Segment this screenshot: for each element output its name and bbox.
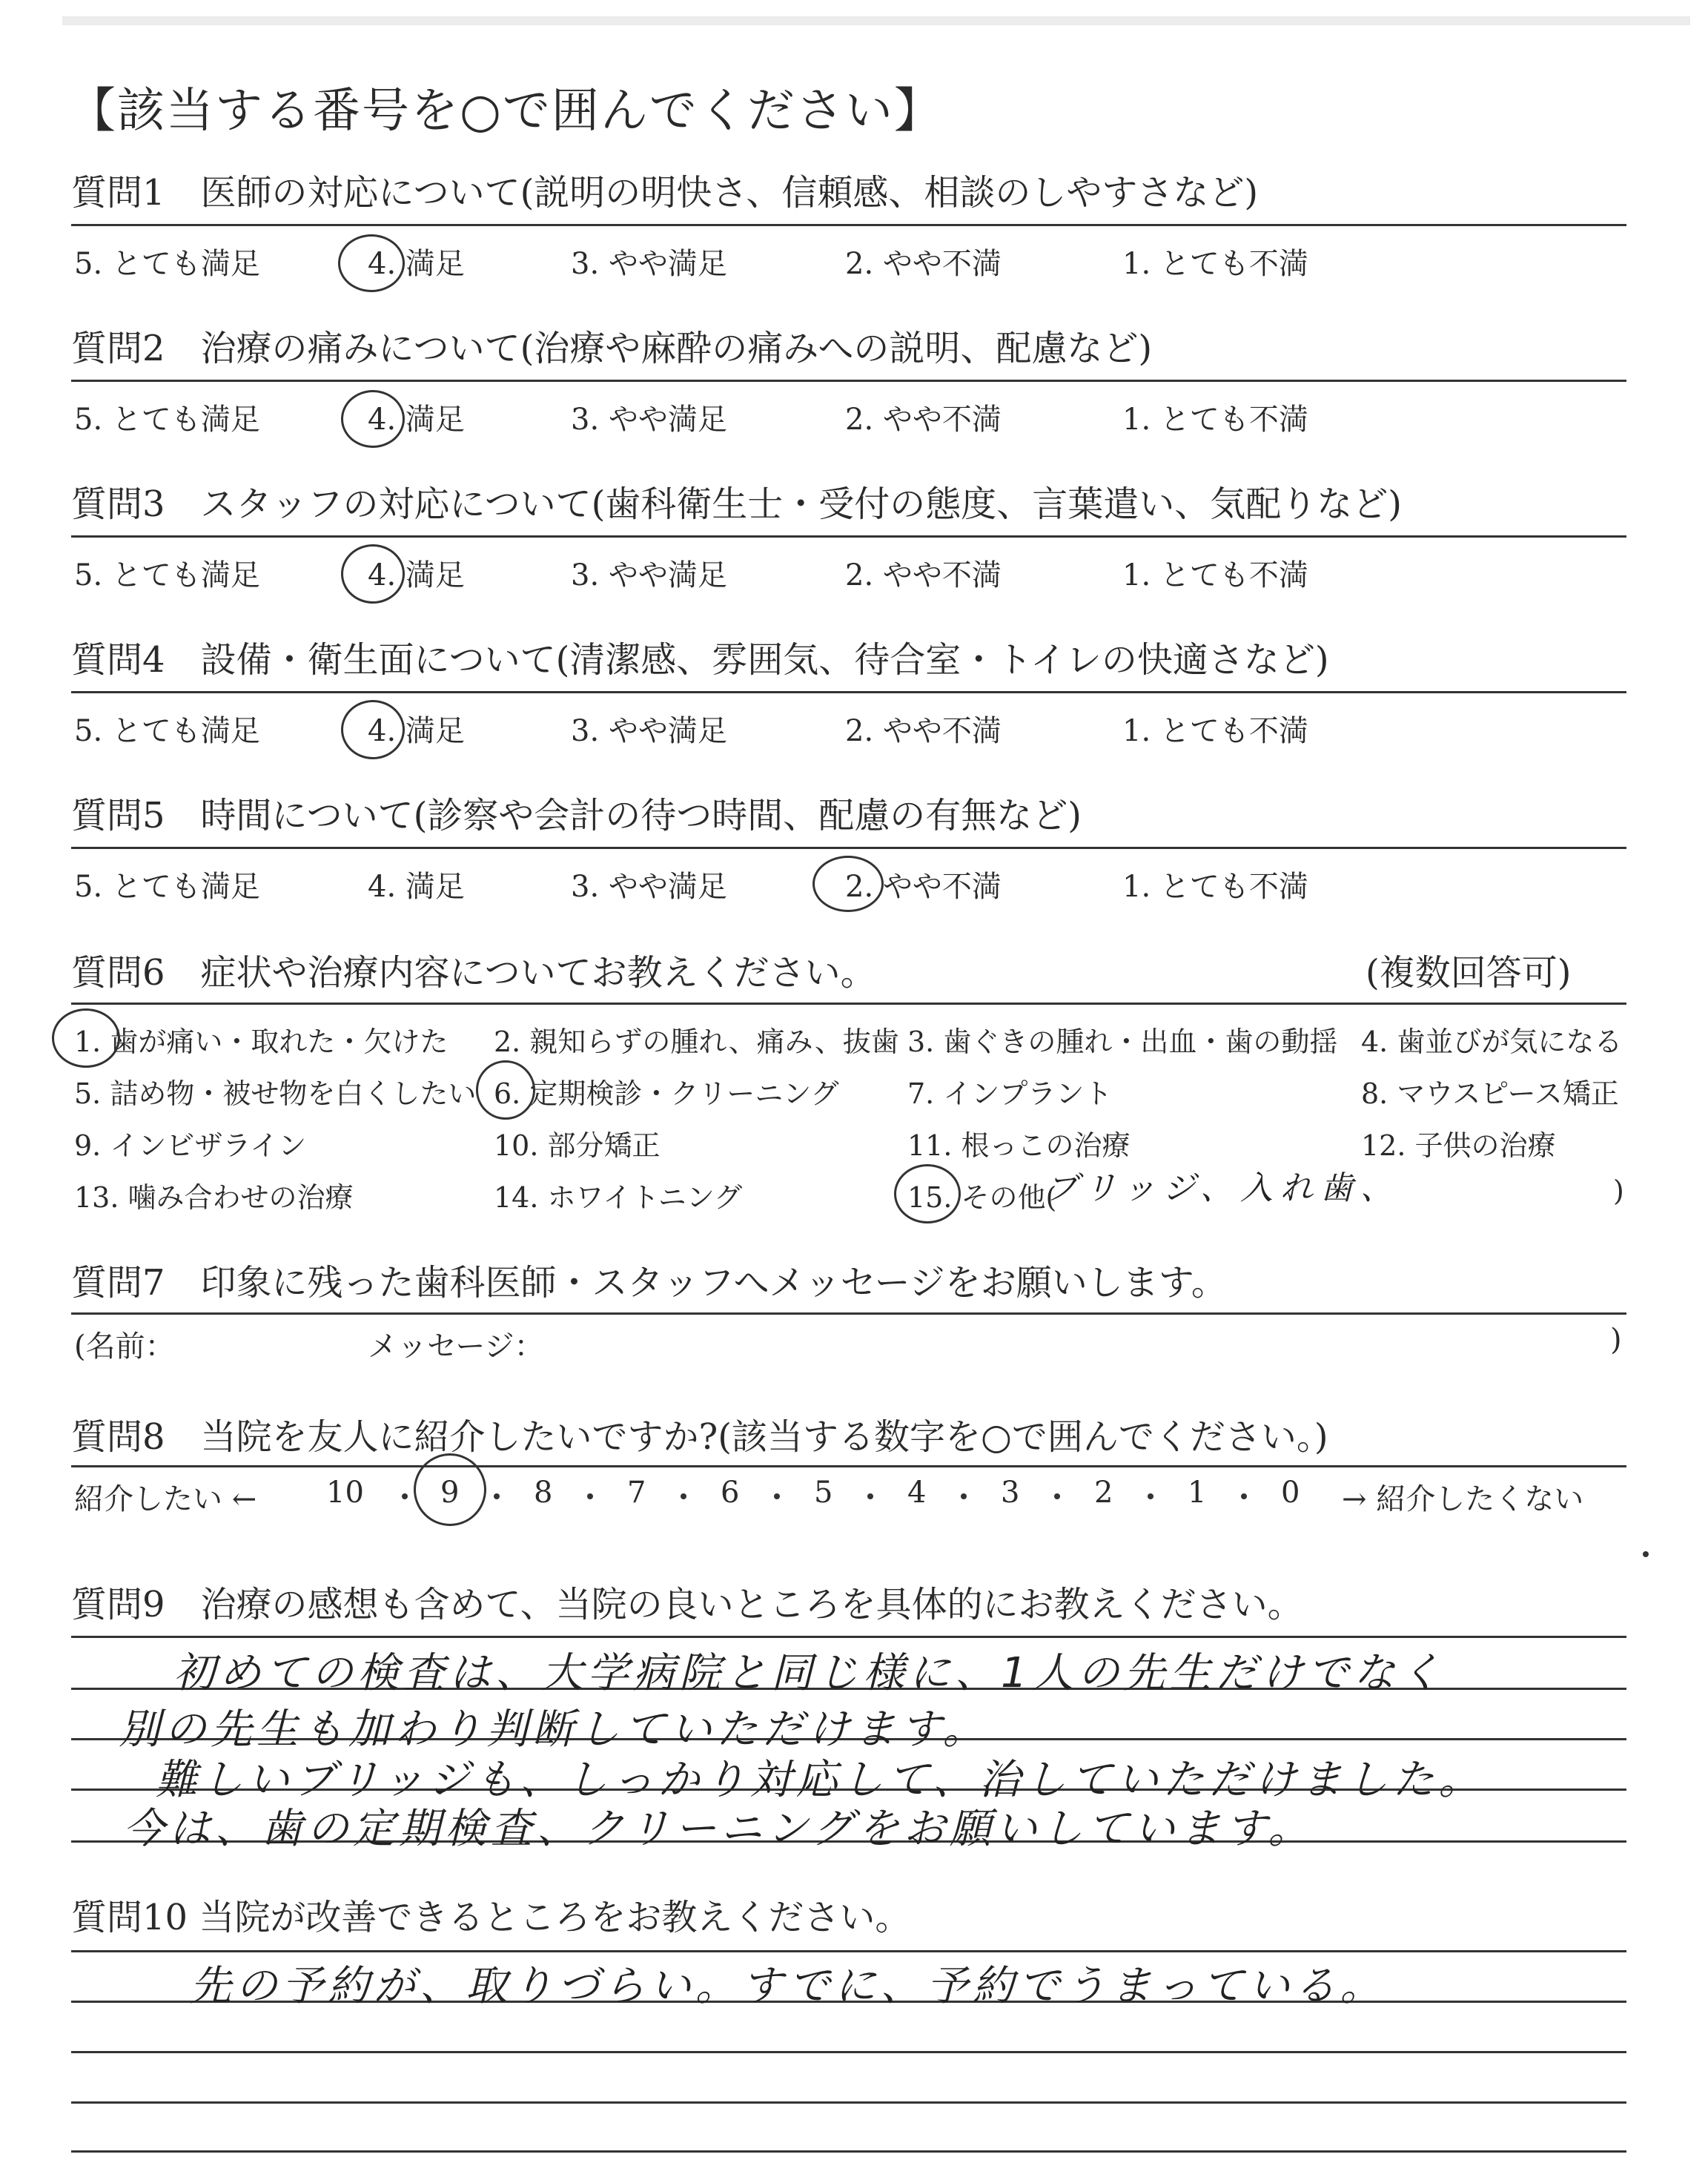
symptom-10[interactable]: 10. 部分矯正 — [494, 1129, 661, 1162]
question-title: 質問5 時間について(診察や会計の待つ時間、配慮の有無など) — [71, 795, 1082, 836]
question-7 — [71, 1262, 1628, 1304]
rating-options-2 — [71, 396, 1628, 440]
separator-dot — [774, 1493, 780, 1499]
left-label: 紹介したい ← — [74, 1482, 257, 1516]
separator-dot — [1241, 1493, 1247, 1499]
option-5[interactable]: 5. とても満足 — [74, 714, 260, 748]
symptom-5[interactable]: 5. 詰め物・被せ物を白くしたい — [74, 1077, 477, 1110]
divider — [71, 1003, 1626, 1005]
symptom-6[interactable]: 6. 定期検診・クリーニング — [494, 1077, 839, 1110]
selection-circle — [338, 234, 405, 292]
scale-0[interactable]: 0 — [1281, 1476, 1300, 1510]
separator-dot — [402, 1493, 408, 1499]
symptom-7[interactable]: 7. インプラント — [907, 1077, 1113, 1110]
multiple-answers-note: (複数回答可) — [1366, 952, 1572, 994]
option-5[interactable]: 5. とても満足 — [74, 870, 260, 904]
divider — [71, 380, 1626, 382]
scale-2[interactable]: 2 — [1094, 1476, 1113, 1510]
separator-dot — [681, 1493, 686, 1499]
question-3 — [71, 483, 1628, 525]
symptom-3[interactable]: 3. 歯ぐきの腫れ・出血・歯の動揺 — [907, 1025, 1338, 1058]
divider — [71, 1465, 1626, 1467]
option-5[interactable]: 5. とても満足 — [74, 247, 260, 281]
divider — [71, 691, 1626, 693]
option-2[interactable]: 2. やや不満 — [845, 247, 1002, 281]
selection-circle — [894, 1164, 961, 1223]
handwritten-answer-line: 今は、歯の定期検査、クリーニングをお願いしています。 — [123, 1805, 1314, 1853]
option-3[interactable]: 3. やや満足 — [571, 870, 727, 904]
symptom-8[interactable]: 8. マウスピース矯正 — [1361, 1077, 1619, 1110]
selection-circle — [414, 1453, 486, 1526]
separator-dot — [867, 1493, 873, 1499]
scale-8[interactable]: 8 — [534, 1476, 553, 1510]
option-2[interactable]: 2. やや不満 — [845, 870, 1002, 904]
symptom-14[interactable]: 14. ホワイトニング — [494, 1181, 743, 1214]
option-5[interactable]: 5. とても満足 — [74, 558, 260, 592]
option-2[interactable]: 2. やや不満 — [845, 558, 1002, 592]
separator-dot — [1148, 1493, 1153, 1499]
rating-options-5 — [71, 863, 1628, 908]
question-8 — [71, 1416, 1628, 1458]
separator-dot — [1054, 1493, 1060, 1499]
option-1[interactable]: 1. とても不満 — [1122, 714, 1308, 748]
handwritten-answer-line: 初めての検査は、大学病院と同じ様に、1人の先生だけでなく — [173, 1649, 1446, 1697]
question-10 — [71, 1897, 1628, 1938]
divider — [71, 847, 1626, 849]
symptom-9[interactable]: 9. インビザライン — [74, 1129, 307, 1162]
question-title: 質問9 治療の感想も含めて、当院の良いところを具体的にお教えください。 — [71, 1584, 1303, 1625]
symptom-2[interactable]: 2. 親知らずの腫れ、痛み、抜歯 — [494, 1025, 899, 1058]
divider — [71, 224, 1626, 226]
other-close-paren: ) — [1613, 1175, 1624, 1207]
symptom-13[interactable]: 13. 噛み合わせの治療 — [74, 1181, 354, 1214]
rating-options-3 — [71, 552, 1628, 596]
question-5 — [71, 795, 1628, 836]
name-label: (名前： — [74, 1330, 175, 1364]
question-title: 質問6 症状や治療内容についてお教えください。 — [71, 952, 876, 994]
separator-dot — [494, 1493, 500, 1499]
scale-4[interactable]: 4 — [907, 1476, 927, 1510]
selection-circle — [341, 700, 405, 759]
answer-line — [71, 2101, 1626, 2104]
answer-line — [71, 2150, 1626, 2153]
rating-options-4 — [71, 707, 1628, 752]
divider — [71, 1312, 1626, 1315]
question-title: 質問3 スタッフの対応について(歯科衛生士・受付の態度、言葉遣い、気配りなど) — [71, 483, 1403, 525]
answer-line — [71, 1636, 1626, 1638]
scale-5[interactable]: 5 — [814, 1476, 833, 1510]
question-4 — [71, 639, 1628, 681]
option-4[interactable]: 4. 満足 — [368, 870, 465, 904]
scale-7[interactable]: 7 — [627, 1476, 646, 1510]
scan-speck — [1643, 1551, 1649, 1557]
other-handwritten-answer: ブリッジ、入れ歯、 — [1045, 1169, 1400, 1207]
option-2[interactable]: 2. やや不満 — [845, 714, 1002, 748]
question-title: 質問10 当院が改善できるところをお教えください。 — [71, 1897, 911, 1938]
separator-dot — [961, 1493, 967, 1499]
option-1[interactable]: 1. とても不満 — [1122, 247, 1308, 281]
scale-9[interactable]: 9 — [440, 1476, 460, 1510]
scan-edge — [62, 16, 1690, 25]
symptom-15[interactable]: 15. その他( — [907, 1181, 1057, 1214]
option-1[interactable]: 1. とても不満 — [1122, 403, 1308, 437]
selection-circle — [812, 856, 884, 912]
scale-1[interactable]: 1 — [1188, 1476, 1207, 1510]
question-1 — [71, 172, 1628, 214]
option-4[interactable]: 4. 満足 — [368, 558, 465, 592]
option-1[interactable]: 1. とても不満 — [1122, 558, 1308, 592]
scale-3[interactable]: 3 — [1001, 1476, 1020, 1510]
option-1[interactable]: 1. とても不満 — [1122, 870, 1308, 904]
close-paren: ) — [1610, 1323, 1622, 1357]
handwritten-answer-line: 別の先生も加わり判断していただけます。 — [119, 1705, 989, 1754]
scale-6[interactable]: 6 — [721, 1476, 740, 1510]
question-title: 質問4 設備・衛生面について(清潔感、雰囲気、待合室・トイレの快適さなど) — [71, 639, 1329, 681]
handwritten-answer-line: 先の予約が、取りづらい。すでに、予約でうまっている。 — [190, 1962, 1386, 2010]
option-3[interactable]: 3. やや満足 — [571, 247, 727, 281]
question-2 — [71, 328, 1628, 369]
message-fields — [71, 1323, 1628, 1367]
option-2[interactable]: 2. やや不満 — [845, 403, 1002, 437]
selection-circle — [341, 544, 405, 604]
question-title: 質問8 当院を友人に紹介したいですか?(該当する数字を○で囲んでください。) — [71, 1416, 1328, 1458]
question-title: 質問7 印象に残った歯科医師・スタッフへメッセージをお願いします。 — [71, 1262, 1227, 1304]
scale-10[interactable]: 10 — [326, 1476, 364, 1510]
option-3[interactable]: 3. やや満足 — [571, 403, 727, 437]
rating-options-1 — [71, 240, 1628, 285]
answer-line — [71, 1950, 1626, 1952]
symptom-11[interactable]: 11. 根っこの治療 — [907, 1129, 1131, 1162]
option-3[interactable]: 3. やや満足 — [571, 558, 727, 592]
divider — [71, 535, 1626, 538]
right-label: → 紹介したくない — [1342, 1482, 1584, 1516]
option-3[interactable]: 3. やや満足 — [571, 714, 727, 748]
option-5[interactable]: 5. とても満足 — [74, 403, 260, 437]
question-title: 質問2 治療の痛みについて(治療や麻酔の痛みへの説明、配慮など) — [71, 328, 1153, 369]
question-6 — [71, 952, 1628, 994]
separator-dot — [587, 1493, 593, 1499]
option-4[interactable]: 4. 満足 — [368, 403, 465, 437]
selection-circle — [52, 1008, 120, 1068]
question-title: 質問1 医師の対応について(説明の明快さ、信頼感、相談のしやすさなど) — [71, 172, 1259, 214]
question-9 — [71, 1584, 1628, 1625]
message-label: メッセージ： — [368, 1330, 544, 1364]
selection-circle — [341, 390, 405, 448]
symptom-12[interactable]: 12. 子供の治療 — [1361, 1129, 1556, 1162]
symptom-4[interactable]: 4. 歯並びが気になる — [1361, 1025, 1623, 1058]
form-header: 【該当する番号を○で囲んでください】 — [68, 84, 943, 139]
selection-circle — [476, 1060, 535, 1120]
option-4[interactable]: 4. 満足 — [368, 247, 465, 281]
answer-line — [71, 2051, 1626, 2053]
handwritten-answer-line: 難しいブリッジも、しっかり対応して、治していただけました。 — [156, 1756, 1485, 1804]
option-4[interactable]: 4. 満足 — [368, 714, 465, 748]
symptom-1[interactable]: 1. 歯が痛い・取れた・欠けた — [74, 1025, 448, 1058]
